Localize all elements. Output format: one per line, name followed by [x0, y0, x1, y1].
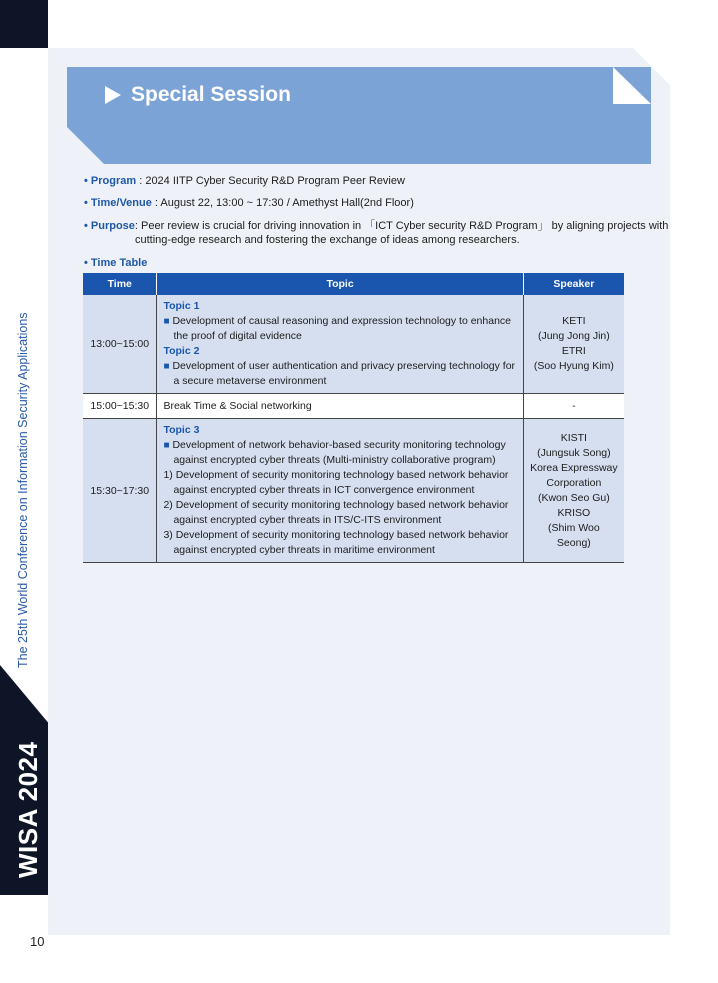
header-speaker: Speaker	[523, 273, 624, 295]
purpose-value: : Peer review is crucial for driving innovation in 「ICT Cyber security R&D Program」 by aligning projects with	[134, 220, 669, 232]
speaker-line: Seong)	[556, 536, 591, 549]
topic-title: Topic 1	[163, 300, 200, 312]
speaker-line: Corporation	[546, 476, 602, 489]
topic-cell: Break Time & Social networking	[157, 394, 523, 419]
table-header-row	[83, 273, 624, 295]
topic-title: Topic 2	[163, 345, 200, 357]
speaker-line: (Soo Hyung Kim)	[533, 360, 614, 372]
speaker-cell	[523, 419, 624, 563]
table-row	[83, 295, 624, 394]
banner-heading	[105, 83, 291, 107]
topic-text	[163, 359, 516, 374]
conference-title-vertical: The 25th World Conference on Information Security Applications	[16, 312, 30, 668]
topic-line: Development of causal reasoning and expression technology to enhance	[172, 315, 511, 327]
square-bullet-icon: ■	[163, 316, 170, 327]
table-row	[83, 419, 624, 563]
section-banner	[67, 67, 651, 164]
table-row	[83, 394, 624, 419]
topic-title: Topic 3	[163, 424, 200, 436]
program-value: : 2024 IITP Cyber Security R&D Program Peer Review	[136, 175, 405, 187]
timetable-label: • Time Table	[84, 257, 148, 269]
speaker-line: (Jungsuk Song)	[537, 446, 611, 459]
speaker-cell	[523, 295, 624, 394]
square-bullet-icon: ■	[163, 440, 170, 451]
purpose-line-2: cutting-edge research and fostering the exchange of ideas among researchers.	[135, 234, 520, 246]
header-topic: Topic	[157, 273, 523, 295]
speaker-line: KETI	[562, 315, 586, 327]
section-title: Special Session	[131, 83, 291, 106]
topic-line: against encrypted cyber threats in maritime environment	[173, 544, 435, 556]
play-triangle-icon	[105, 86, 121, 104]
topic-cell	[157, 295, 523, 394]
topic-line: Development of user authentication and privacy preserving technology for	[172, 360, 516, 372]
time-cell: 13:00~15:00	[83, 295, 157, 394]
speaker-line: KRISO	[557, 506, 591, 519]
topic-cell	[157, 419, 523, 563]
speaker-cell: -	[523, 394, 624, 419]
topic-line: against encrypted cyber threats in ITS/C-ITS environment	[173, 514, 442, 526]
time-table	[83, 273, 624, 563]
topic-line: the proof of digital evidence	[173, 330, 302, 342]
topic-line: 2) Development of security monitoring technology based network behavior	[163, 499, 509, 511]
timetable-line	[84, 256, 147, 271]
speaker-line: (Kwon Seo Gu)	[537, 491, 610, 504]
topic-line: against encrypted cyber threats in ICT convergence environment	[173, 484, 475, 496]
topic-line: Development of network behavior-based security monitoring technology	[172, 439, 506, 451]
topic-text	[163, 314, 516, 329]
purpose-label: • Purpose	[84, 220, 135, 232]
venue-line	[84, 196, 414, 211]
square-bullet-icon: ■	[163, 361, 170, 372]
speaker-line: Korea Expressway	[530, 461, 618, 474]
program-label: • Program	[84, 175, 137, 187]
purpose-line	[84, 219, 668, 234]
speaker-line: (Shim Woo	[547, 521, 600, 534]
time-cell: 15:30~17:30	[83, 419, 157, 563]
page-number: 10	[30, 934, 45, 949]
corner-emblem	[0, 0, 48, 48]
venue-value: : August 22, 13:00 ~ 17:30 / Amethyst Hall(2nd Floor)	[151, 197, 414, 209]
speaker-line: KISTI	[560, 431, 587, 444]
topic-line: a secure metaverse environment	[173, 375, 327, 387]
venue-label: • Time/Venue	[84, 197, 152, 209]
topic-text	[163, 438, 516, 453]
program-line	[84, 174, 405, 189]
speaker-line: ETRI	[561, 345, 586, 357]
speaker-line: (Jung Jong Jin)	[537, 330, 610, 342]
wisa-logo-text: WISA 2024	[13, 741, 43, 878]
time-cell: 15:00~15:30	[83, 394, 157, 419]
topic-line: 3) Development of security monitoring technology based network behavior	[163, 529, 509, 541]
topic-line: against encrypted cyber threats (Multi-ministry collaborative program)	[173, 454, 496, 466]
header-time: Time	[83, 273, 157, 295]
topic-line: 1) Development of security monitoring technology based network behavior	[163, 469, 509, 481]
